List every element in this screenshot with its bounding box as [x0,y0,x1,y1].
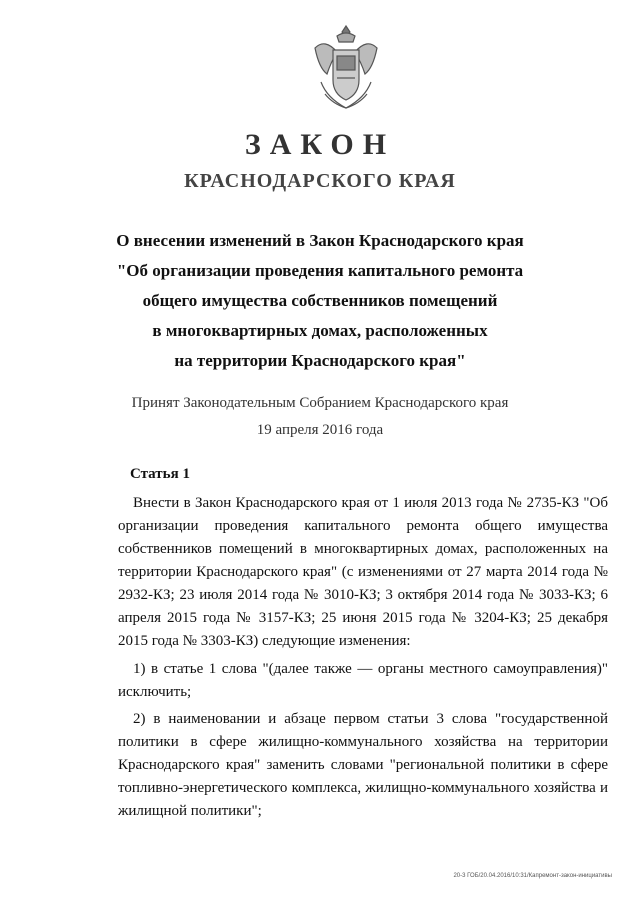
document-title: ЗАКОН [244,128,396,161]
adoption-info [0,390,640,444]
document-subtitle: КРАСНОДАРСКОГО КРАЯ [184,170,456,192]
heading-line: "Об организации проведения капитального ремонта [116,261,524,280]
law-heading [0,226,640,376]
footer-filepath: 20-3 ГОБ/20.04.2016/10:31/Капремонт-закон-инициативы [453,873,612,879]
heading-line: О внесении изменений в Закон Краснодарского края [116,231,524,250]
article-body [118,492,608,823]
heading-line: в многоквартирных домах, расположенных [152,321,488,340]
adoption-date: 19 апреля 2016 года [256,422,384,438]
list-item: 2) в наименовании и абзаце первом статьи 3 слова "государственной политики в сфере жилищно-коммунального хозяйства на территории Краснодарского края" заменить словами "региональной политики в сфере топливно-энергетического комплекса, жилищно-коммунального хозяйства и жилищной политики"; [118,711,608,819]
adoption-line: Принят Законодательным Собранием Краснодарского края [131,395,509,411]
article-title: Статья 1 [130,466,190,482]
coat-of-arms-icon [307,22,385,118]
list-item: 1) в статье 1 слова "(далее также — органы местного самоуправления)" исключить; [118,661,608,700]
heading-line: на территории Краснодарского края" [174,351,466,370]
article-intro: Внести в Закон Краснодарского края от 1 июля 2013 года № 2735-КЗ "Об организации проведения капитального ремонта общего имущества собственников помещений в многоквартирных домах, расположенных на территории Краснодарского края" (с изменениями от 27 марта 2014 года № 2932-КЗ; 23 июля 2014 года № 3010-КЗ; 3 октября 2014 года № 3033-КЗ; 6 апреля 2015 года № 3157-КЗ; 25 июня 2015 года № 3204-КЗ; 25 декабря 2015 года № 3303-КЗ) следующие изменения: [118,495,608,649]
heading-line: общего имущества собственников помещений [142,291,498,310]
